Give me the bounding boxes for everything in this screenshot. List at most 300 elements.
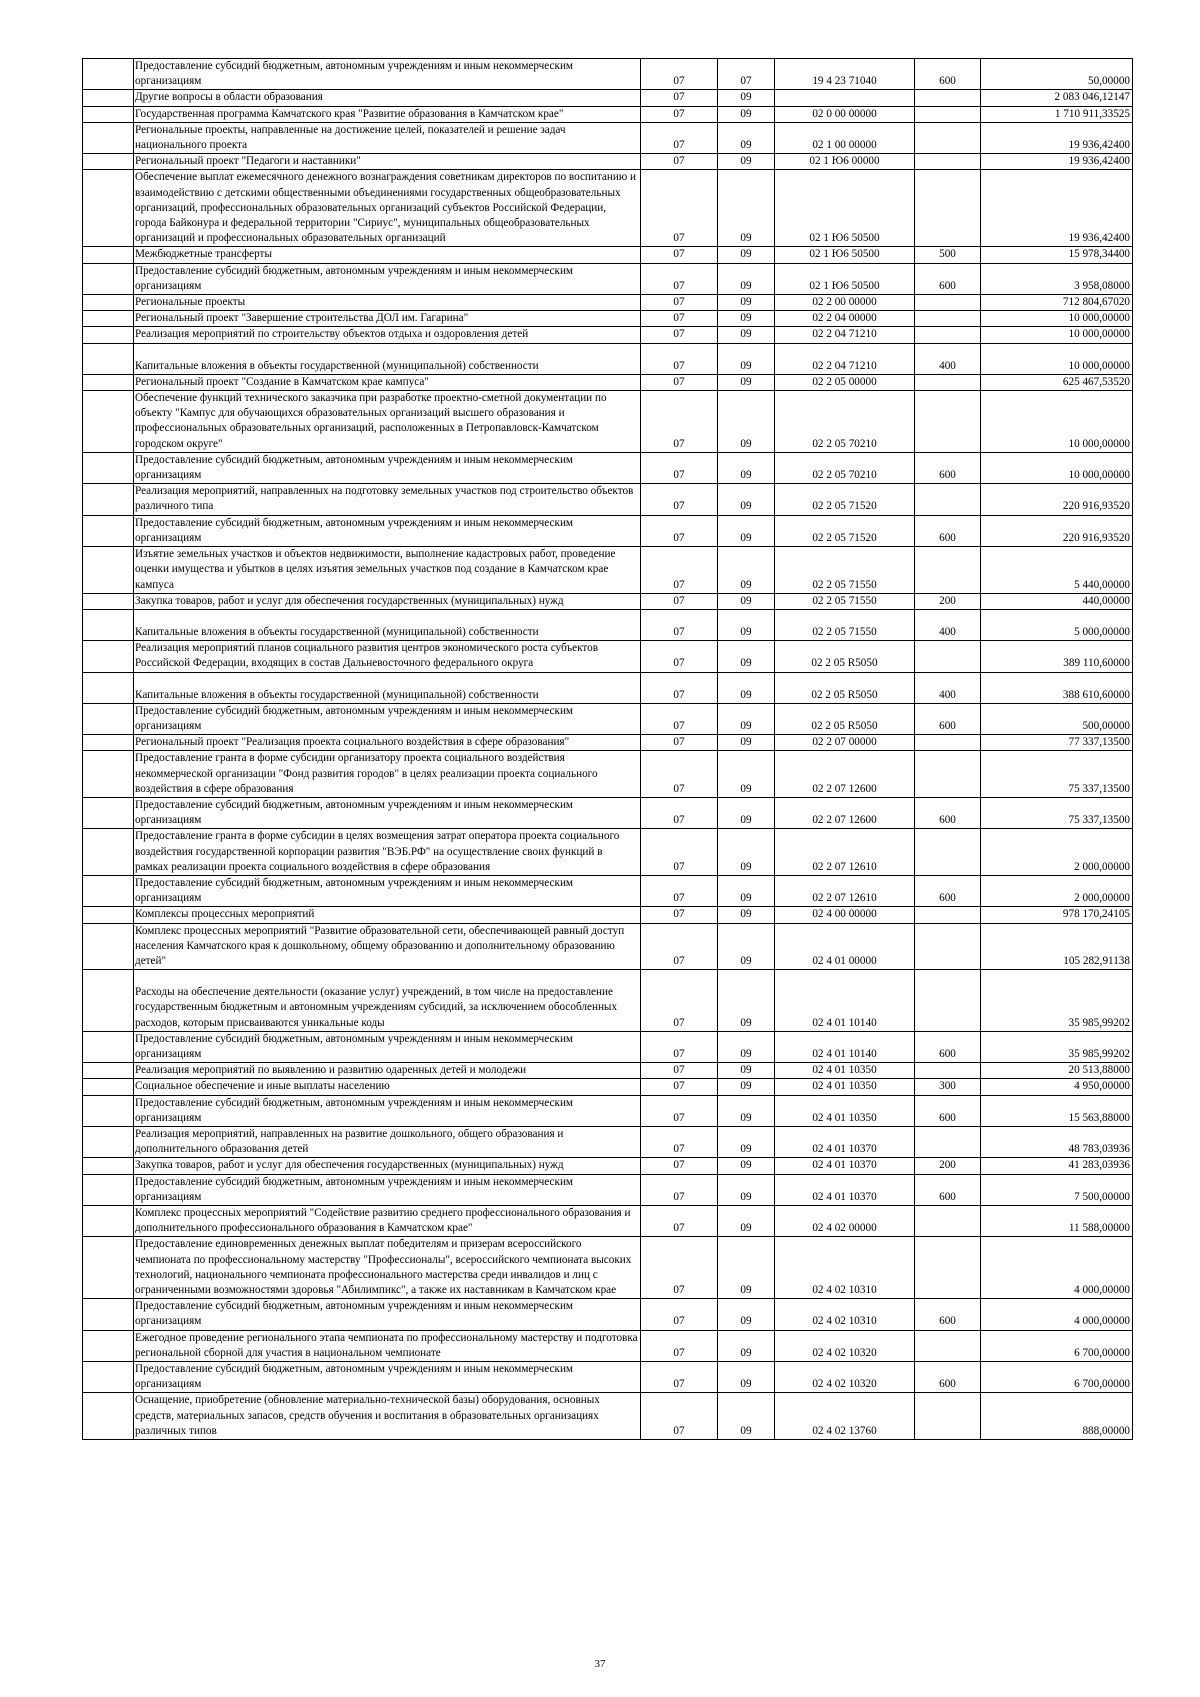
- section-code-cell: 07: [641, 515, 718, 546]
- subsection-code-cell: 09: [718, 391, 775, 453]
- subsection-code-cell: 09: [718, 154, 775, 170]
- subsection-code-cell: 09: [718, 641, 775, 672]
- section-code-cell: 07: [641, 1158, 718, 1174]
- expense-type-cell: [915, 907, 981, 923]
- subsection-code-cell: 09: [718, 609, 775, 640]
- item-name-cell: Предоставление субсидий бюджетным, автономным учреждениям и иным некоммерческим организациям: [134, 515, 641, 546]
- row-blank-cell: [83, 829, 134, 876]
- row-blank-cell: [83, 59, 134, 90]
- row-blank-cell: [83, 170, 134, 247]
- section-code-cell: 07: [641, 1237, 718, 1299]
- expense-type-cell: [915, 1063, 981, 1079]
- amount-cell: 11 588,00000: [981, 1206, 1133, 1237]
- expense-type-cell: [915, 1206, 981, 1237]
- table-row: [83, 295, 1133, 311]
- subsection-code-cell: 09: [718, 1031, 775, 1062]
- subsection-code-cell: 09: [718, 1206, 775, 1237]
- item-name-cell: Государственная программа Камчатского края "Развитие образования в Камчатском крае": [134, 106, 641, 122]
- table-row: [83, 343, 1133, 374]
- target-article-cell: 02 2 05 71520: [775, 484, 915, 515]
- expense-type-cell: [915, 829, 981, 876]
- table-row: [83, 703, 1133, 734]
- table-row: [83, 515, 1133, 546]
- amount-cell: 19 936,42400: [981, 154, 1133, 170]
- item-name-cell: Региональные проекты: [134, 295, 641, 311]
- subsection-code-cell: 09: [718, 295, 775, 311]
- row-blank-cell: [83, 374, 134, 390]
- subsection-code-cell: 09: [718, 751, 775, 798]
- item-name-cell: Предоставление единовременных денежных выплат победителям и призерам всероссийского чемпионата по профессиональному мастерству "Профессионалы", всероссийского чемпионата высоких технологий, национального чемпионата профессионального мастерства среди инвалидов и лиц с ограниченными возможностями здоровья "Абилимпикс", а также их наставникам в Камчатском крае: [134, 1237, 641, 1299]
- expense-type-cell: 600: [915, 452, 981, 483]
- section-code-cell: 07: [641, 1299, 718, 1330]
- subsection-code-cell: 09: [718, 1362, 775, 1393]
- section-code-cell: 07: [641, 106, 718, 122]
- section-code-cell: 07: [641, 311, 718, 327]
- expense-type-cell: [915, 327, 981, 343]
- expense-type-cell: [915, 295, 981, 311]
- amount-cell: 10 000,00000: [981, 327, 1133, 343]
- target-article-cell: 02 2 07 12610: [775, 875, 915, 906]
- expense-type-cell: [915, 1237, 981, 1299]
- table-row: [83, 1206, 1133, 1237]
- subsection-code-cell: 09: [718, 106, 775, 122]
- row-blank-cell: [83, 609, 134, 640]
- row-blank-cell: [83, 295, 134, 311]
- item-name-cell: Предоставление гранта в форме субсидии в целях возмещения затрат оператора проекта социального воздействия государственной корпорации развития "ВЭБ.РФ" на осуществление своих функций в рамках реализации проекта социального воздействия в сфере образования: [134, 829, 641, 876]
- expense-type-cell: 600: [915, 703, 981, 734]
- expense-type-cell: [915, 751, 981, 798]
- target-article-cell: 02 4 01 10140: [775, 970, 915, 1032]
- table-row: [83, 1174, 1133, 1205]
- target-article-cell: 02 2 05 71550: [775, 593, 915, 609]
- amount-cell: 4 000,00000: [981, 1237, 1133, 1299]
- target-article-cell: 02 4 01 10350: [775, 1095, 915, 1126]
- amount-cell: 75 337,13500: [981, 797, 1133, 828]
- row-blank-cell: [83, 593, 134, 609]
- amount-cell: 3 958,08000: [981, 263, 1133, 294]
- item-name-cell: Предоставление субсидий бюджетным, автономным учреждениям и иным некоммерческим организациям: [134, 875, 641, 906]
- section-code-cell: 07: [641, 829, 718, 876]
- section-code-cell: 07: [641, 170, 718, 247]
- section-code-cell: 07: [641, 672, 718, 703]
- subsection-code-cell: 09: [718, 923, 775, 970]
- row-blank-cell: [83, 907, 134, 923]
- table-row: [83, 751, 1133, 798]
- subsection-code-cell: 09: [718, 311, 775, 327]
- target-article-cell: 02 4 02 10310: [775, 1237, 915, 1299]
- table-row: [83, 90, 1133, 106]
- subsection-code-cell: 09: [718, 1127, 775, 1158]
- amount-cell: 20 513,88000: [981, 1063, 1133, 1079]
- target-article-cell: 02 2 05 71520: [775, 515, 915, 546]
- row-blank-cell: [83, 391, 134, 453]
- amount-cell: 500,00000: [981, 703, 1133, 734]
- row-blank-cell: [83, 452, 134, 483]
- amount-cell: 888,00000: [981, 1393, 1133, 1440]
- table-row: [83, 875, 1133, 906]
- row-blank-cell: [83, 106, 134, 122]
- row-blank-cell: [83, 751, 134, 798]
- item-name-cell: Реализация мероприятий по строительству объектов отдыха и оздоровления детей: [134, 327, 641, 343]
- row-blank-cell: [83, 672, 134, 703]
- table-row: [83, 829, 1133, 876]
- section-code-cell: 07: [641, 641, 718, 672]
- section-code-cell: 07: [641, 751, 718, 798]
- item-name-cell: Закупка товаров, работ и услуг для обеспечения государственных (муниципальных) нужд: [134, 593, 641, 609]
- section-code-cell: 07: [641, 327, 718, 343]
- table-row: [83, 1063, 1133, 1079]
- target-article-cell: 02 2 05 70210: [775, 391, 915, 453]
- item-name-cell: Региональный проект "Реализация проекта социального воздействия в сфере образования": [134, 735, 641, 751]
- row-blank-cell: [83, 1158, 134, 1174]
- amount-cell: 220 916,93520: [981, 515, 1133, 546]
- table-row: [83, 311, 1133, 327]
- amount-cell: 77 337,13500: [981, 735, 1133, 751]
- table-row: [83, 154, 1133, 170]
- table-row: [83, 170, 1133, 247]
- amount-cell: 19 936,42400: [981, 122, 1133, 153]
- row-blank-cell: [83, 875, 134, 906]
- item-name-cell: Комплекс процессных мероприятий "Содействие развитию среднего профессионального образования и дополнительного профессионального образования в Камчатском крае": [134, 1206, 641, 1237]
- row-blank-cell: [83, 122, 134, 153]
- target-article-cell: 02 1 Ю6 50500: [775, 263, 915, 294]
- row-blank-cell: [83, 1362, 134, 1393]
- subsection-code-cell: 09: [718, 170, 775, 247]
- item-name-cell: Оснащение, приобретение (обновление материально-технической базы) оборудования, основных средств, материальных запасов, средств обучения и воспитания в образовательных организациях различных типов: [134, 1393, 641, 1440]
- item-name-cell: Комплекс процессных мероприятий "Развитие образовательной сети, обеспечивающей равный доступ населения Камчатского края к дошкольному, общему образованию и дополнительному образованию детей": [134, 923, 641, 970]
- table-row: [83, 106, 1133, 122]
- row-blank-cell: [83, 90, 134, 106]
- item-name-cell: Межбюджетные трансферты: [134, 247, 641, 263]
- row-blank-cell: [83, 797, 134, 828]
- section-code-cell: 07: [641, 295, 718, 311]
- expense-type-cell: 600: [915, 59, 981, 90]
- table-row: [83, 970, 1133, 1032]
- section-code-cell: 07: [641, 703, 718, 734]
- row-blank-cell: [83, 484, 134, 515]
- section-code-cell: 07: [641, 343, 718, 374]
- subsection-code-cell: 09: [718, 593, 775, 609]
- expense-type-cell: 600: [915, 1362, 981, 1393]
- target-article-cell: 02 4 02 00000: [775, 1206, 915, 1237]
- expense-type-cell: [915, 1393, 981, 1440]
- subsection-code-cell: 09: [718, 122, 775, 153]
- item-name-cell: Предоставление субсидий бюджетным, автономным учреждениям и иным некоммерческим организациям: [134, 1362, 641, 1393]
- amount-cell: 5 000,00000: [981, 609, 1133, 640]
- subsection-code-cell: 09: [718, 343, 775, 374]
- target-article-cell: 02 4 02 10320: [775, 1330, 915, 1361]
- table-row: [83, 641, 1133, 672]
- target-article-cell: 02 2 04 71210: [775, 343, 915, 374]
- target-article-cell: 02 2 05 71550: [775, 547, 915, 594]
- table-row: [83, 374, 1133, 390]
- subsection-code-cell: 09: [718, 797, 775, 828]
- amount-cell: 50,00000: [981, 59, 1133, 90]
- expense-type-cell: 600: [915, 1031, 981, 1062]
- section-code-cell: 07: [641, 1206, 718, 1237]
- expense-type-cell: 600: [915, 515, 981, 546]
- expense-type-cell: [915, 90, 981, 106]
- expense-type-cell: [915, 106, 981, 122]
- target-article-cell: 02 4 01 00000: [775, 923, 915, 970]
- section-code-cell: 07: [641, 1393, 718, 1440]
- subsection-code-cell: 09: [718, 327, 775, 343]
- row-blank-cell: [83, 154, 134, 170]
- subsection-code-cell: 09: [718, 1095, 775, 1126]
- target-article-cell: [775, 90, 915, 106]
- item-name-cell: Региональный проект "Педагоги и наставники": [134, 154, 641, 170]
- expense-type-cell: [915, 374, 981, 390]
- row-blank-cell: [83, 703, 134, 734]
- target-article-cell: 02 2 04 00000: [775, 311, 915, 327]
- table-row: [83, 1362, 1133, 1393]
- amount-cell: 625 467,53520: [981, 374, 1133, 390]
- section-code-cell: 07: [641, 1362, 718, 1393]
- table-row: [83, 263, 1133, 294]
- item-name-cell: Реализация мероприятий, направленных на развитие дошкольного, общего образования и дополнительного образования детей: [134, 1127, 641, 1158]
- table-row: [83, 735, 1133, 751]
- item-name-cell: Капитальные вложения в объекты государственной (муниципальной) собственности: [134, 672, 641, 703]
- amount-cell: 6 700,00000: [981, 1330, 1133, 1361]
- subsection-code-cell: 09: [718, 452, 775, 483]
- budget-table-body: [83, 59, 1133, 1440]
- section-code-cell: 07: [641, 59, 718, 90]
- amount-cell: 5 440,00000: [981, 547, 1133, 594]
- table-row: [83, 1299, 1133, 1330]
- table-row: [83, 122, 1133, 153]
- expense-type-cell: 600: [915, 263, 981, 294]
- item-name-cell: Региональные проекты, направленные на достижение целей, показателей и решение задач национального проекта: [134, 122, 641, 153]
- item-name-cell: Предоставление субсидий бюджетным, автономным учреждениям и иным некоммерческим организациям: [134, 1174, 641, 1205]
- expense-type-cell: [915, 1127, 981, 1158]
- item-name-cell: Предоставление субсидий бюджетным, автономным учреждениям и иным некоммерческим организациям: [134, 1095, 641, 1126]
- amount-cell: 75 337,13500: [981, 751, 1133, 798]
- subsection-code-cell: 09: [718, 1063, 775, 1079]
- item-name-cell: Капитальные вложения в объекты государственной (муниципальной) собственности: [134, 609, 641, 640]
- expense-type-cell: 300: [915, 1079, 981, 1095]
- target-article-cell: 02 2 05 71550: [775, 609, 915, 640]
- table-row: [83, 1393, 1133, 1440]
- subsection-code-cell: 09: [718, 515, 775, 546]
- section-code-cell: 07: [641, 263, 718, 294]
- subsection-code-cell: 09: [718, 703, 775, 734]
- subsection-code-cell: 09: [718, 829, 775, 876]
- target-article-cell: 02 4 01 10370: [775, 1127, 915, 1158]
- target-article-cell: 02 1 Ю6 00000: [775, 154, 915, 170]
- item-name-cell: Региональный проект "Завершение строительства ДОЛ им. Гагарина": [134, 311, 641, 327]
- table-row: [83, 59, 1133, 90]
- target-article-cell: 02 2 07 00000: [775, 735, 915, 751]
- row-blank-cell: [83, 1330, 134, 1361]
- row-blank-cell: [83, 1299, 134, 1330]
- target-article-cell: 02 2 00 00000: [775, 295, 915, 311]
- section-code-cell: 07: [641, 1031, 718, 1062]
- section-code-cell: 07: [641, 1127, 718, 1158]
- table-row: [83, 1237, 1133, 1299]
- amount-cell: 48 783,03936: [981, 1127, 1133, 1158]
- item-name-cell: Предоставление субсидий бюджетным, автономным учреждениям и иным некоммерческим организациям: [134, 263, 641, 294]
- expense-type-cell: 400: [915, 672, 981, 703]
- amount-cell: 6 700,00000: [981, 1362, 1133, 1393]
- table-row: [83, 797, 1133, 828]
- table-row: [83, 247, 1133, 263]
- row-blank-cell: [83, 735, 134, 751]
- expense-type-cell: [915, 970, 981, 1032]
- subsection-code-cell: 09: [718, 247, 775, 263]
- item-name-cell: Закупка товаров, работ и услуг для обеспечения государственных (муниципальных) нужд: [134, 1158, 641, 1174]
- row-blank-cell: [83, 1095, 134, 1126]
- target-article-cell: 02 2 05 00000: [775, 374, 915, 390]
- table-row: [83, 593, 1133, 609]
- subsection-code-cell: 09: [718, 263, 775, 294]
- item-name-cell: Предоставление субсидий бюджетным, автономным учреждениям и иным некоммерческим организациям: [134, 797, 641, 828]
- expense-type-cell: 400: [915, 609, 981, 640]
- item-name-cell: Реализация мероприятий планов социального развития центров экономического роста субъектов Российской Федерации, входящих в состав Дальневосточного федерального округа: [134, 641, 641, 672]
- item-name-cell: Предоставление субсидий бюджетным, автономным учреждениям и иным некоммерческим организациям: [134, 452, 641, 483]
- subsection-code-cell: 09: [718, 970, 775, 1032]
- row-blank-cell: [83, 1079, 134, 1095]
- section-code-cell: 07: [641, 1063, 718, 1079]
- row-blank-cell: [83, 1127, 134, 1158]
- expense-type-cell: 600: [915, 1174, 981, 1205]
- subsection-code-cell: 09: [718, 1393, 775, 1440]
- section-code-cell: 07: [641, 735, 718, 751]
- item-name-cell: Предоставление субсидий бюджетным, автономным учреждениям и иным некоммерческим организациям: [134, 59, 641, 90]
- target-article-cell: 02 2 07 12610: [775, 829, 915, 876]
- section-code-cell: 07: [641, 593, 718, 609]
- expense-type-cell: 600: [915, 797, 981, 828]
- subsection-code-cell: 09: [718, 1330, 775, 1361]
- table-row: [83, 391, 1133, 453]
- expense-type-cell: [915, 641, 981, 672]
- section-code-cell: 07: [641, 923, 718, 970]
- row-blank-cell: [83, 247, 134, 263]
- expense-type-cell: [915, 170, 981, 247]
- section-code-cell: 07: [641, 875, 718, 906]
- amount-cell: 7 500,00000: [981, 1174, 1133, 1205]
- amount-cell: 389 110,60000: [981, 641, 1133, 672]
- item-name-cell: Расходы на обеспечение деятельности (оказание услуг) учреждений, в том числе на предоставление государственным бюджетным и автономным учреждениям субсидий, за исключением обособленных расходов, которым присваиваются уникальные коды: [134, 970, 641, 1032]
- row-blank-cell: [83, 515, 134, 546]
- amount-cell: 35 985,99202: [981, 1031, 1133, 1062]
- table-row: [83, 1330, 1133, 1361]
- expense-type-cell: [915, 391, 981, 453]
- expense-type-cell: [915, 547, 981, 594]
- item-name-cell: Социальное обеспечение и иные выплаты населению: [134, 1079, 641, 1095]
- subsection-code-cell: 07: [718, 59, 775, 90]
- row-blank-cell: [83, 311, 134, 327]
- amount-cell: 2 000,00000: [981, 875, 1133, 906]
- target-article-cell: 02 4 00 00000: [775, 907, 915, 923]
- target-article-cell: 19 4 23 71040: [775, 59, 915, 90]
- budget-table: [82, 58, 1133, 1440]
- section-code-cell: 07: [641, 484, 718, 515]
- amount-cell: 4 000,00000: [981, 1299, 1133, 1330]
- row-blank-cell: [83, 923, 134, 970]
- subsection-code-cell: 09: [718, 484, 775, 515]
- row-blank-cell: [83, 1393, 134, 1440]
- subsection-code-cell: 09: [718, 547, 775, 594]
- expense-type-cell: 600: [915, 1095, 981, 1126]
- amount-cell: 388 610,60000: [981, 672, 1133, 703]
- section-code-cell: 07: [641, 122, 718, 153]
- table-row: [83, 609, 1133, 640]
- target-article-cell: 02 2 07 12600: [775, 797, 915, 828]
- amount-cell: 1 710 911,33525: [981, 106, 1133, 122]
- subsection-code-cell: 09: [718, 1079, 775, 1095]
- expense-type-cell: [915, 484, 981, 515]
- section-code-cell: 07: [641, 154, 718, 170]
- table-row: [83, 452, 1133, 483]
- table-row: [83, 484, 1133, 515]
- amount-cell: 41 283,03936: [981, 1158, 1133, 1174]
- section-code-cell: 07: [641, 907, 718, 923]
- item-name-cell: Предоставление субсидий бюджетным, автономным учреждениям и иным некоммерческим организациям: [134, 703, 641, 734]
- table-row: [83, 907, 1133, 923]
- row-blank-cell: [83, 641, 134, 672]
- target-article-cell: 02 2 05 R5050: [775, 703, 915, 734]
- target-article-cell: 02 4 01 10350: [775, 1079, 915, 1095]
- amount-cell: 35 985,99202: [981, 970, 1133, 1032]
- amount-cell: 10 000,00000: [981, 452, 1133, 483]
- row-blank-cell: [83, 327, 134, 343]
- item-name-cell: Реализация мероприятий, направленных на подготовку земельных участков под строительство объектов различного типа: [134, 484, 641, 515]
- subsection-code-cell: 09: [718, 374, 775, 390]
- amount-cell: 2 000,00000: [981, 829, 1133, 876]
- section-code-cell: 07: [641, 452, 718, 483]
- amount-cell: 10 000,00000: [981, 391, 1133, 453]
- amount-cell: 220 916,93520: [981, 484, 1133, 515]
- subsection-code-cell: 09: [718, 735, 775, 751]
- expense-type-cell: [915, 154, 981, 170]
- item-name-cell: Изъятие земельных участков и объектов недвижимости, выполнение кадастровых работ, проведение оценки имущества и убытков в целях изъятия земельных участков под создание в Камчатском крае кампуса: [134, 547, 641, 594]
- table-row: [83, 1095, 1133, 1126]
- expense-type-cell: 200: [915, 593, 981, 609]
- table-row: [83, 923, 1133, 970]
- expense-type-cell: [915, 122, 981, 153]
- subsection-code-cell: 09: [718, 1299, 775, 1330]
- row-blank-cell: [83, 1063, 134, 1079]
- target-article-cell: 02 1 00 00000: [775, 122, 915, 153]
- item-name-cell: Другие вопросы в области образования: [134, 90, 641, 106]
- row-blank-cell: [83, 343, 134, 374]
- section-code-cell: 07: [641, 970, 718, 1032]
- item-name-cell: Предоставление гранта в форме субсидии организатору проекта социального воздействия некоммерческой организации "Фонд развития городов" в целях реализации проекта социального воздействия в сфере образования: [134, 751, 641, 798]
- row-blank-cell: [83, 970, 134, 1032]
- target-article-cell: 02 4 01 10370: [775, 1174, 915, 1205]
- expense-type-cell: [915, 735, 981, 751]
- section-code-cell: 07: [641, 547, 718, 594]
- item-name-cell: Обеспечение функций технического заказчика при разработке проектно-сметной документации по объекту "Кампус для обучающихся образовательных организаций высшего образования и профессиональных образовательных организаций, расположенных в Петропавловск-Камчатском городском округе": [134, 391, 641, 453]
- expense-type-cell: [915, 923, 981, 970]
- target-article-cell: 02 4 01 10140: [775, 1031, 915, 1062]
- row-blank-cell: [83, 263, 134, 294]
- section-code-cell: 07: [641, 391, 718, 453]
- section-code-cell: 07: [641, 1330, 718, 1361]
- amount-cell: 15 563,88000: [981, 1095, 1133, 1126]
- target-article-cell: 02 4 01 10350: [775, 1063, 915, 1079]
- table-row: [83, 1158, 1133, 1174]
- row-blank-cell: [83, 1031, 134, 1062]
- subsection-code-cell: 09: [718, 1174, 775, 1205]
- subsection-code-cell: 09: [718, 907, 775, 923]
- expense-type-cell: 400: [915, 343, 981, 374]
- expense-type-cell: [915, 311, 981, 327]
- section-code-cell: 07: [641, 1174, 718, 1205]
- amount-cell: 15 978,34400: [981, 247, 1133, 263]
- table-row: [83, 547, 1133, 594]
- item-name-cell: Предоставление субсидий бюджетным, автономным учреждениям и иным некоммерческим организациям: [134, 1299, 641, 1330]
